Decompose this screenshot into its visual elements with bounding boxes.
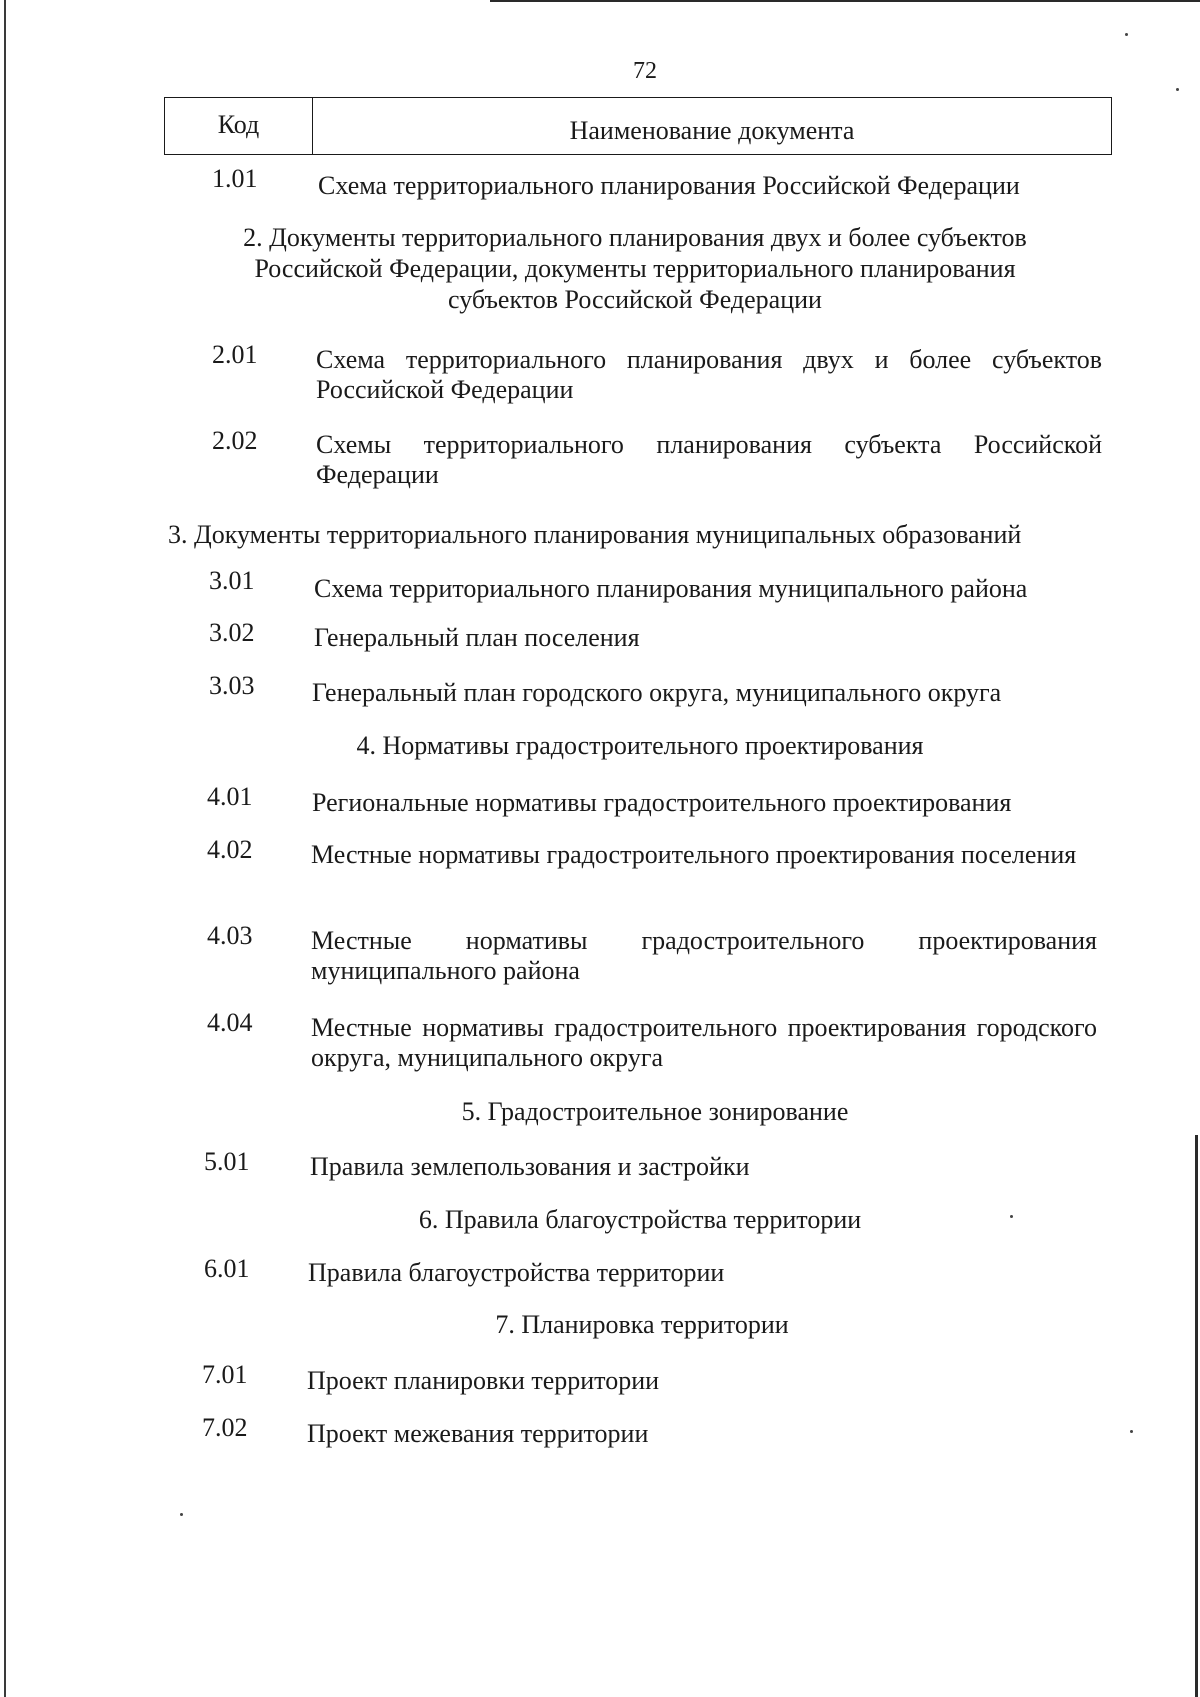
scan-speck xyxy=(180,1513,183,1516)
scan-speck xyxy=(1125,33,1128,36)
scan-edge-left xyxy=(4,0,6,1697)
item-code: 7.02 xyxy=(202,1413,248,1442)
scan-speck xyxy=(1176,88,1179,91)
page-number: 72 xyxy=(633,58,657,84)
item-name: Местные нормативы градостроительного проектирования муниципального района xyxy=(311,926,1097,985)
item-name: Генеральный план городского округа, муниципального округа xyxy=(312,678,1002,707)
section-heading: 4. Нормативы градостроительного проектирования xyxy=(356,731,924,760)
item-name: Схема территориального планирования муниципального района xyxy=(314,574,1028,603)
item-name: Генеральный план поселения xyxy=(314,623,640,652)
section-heading: 2. Документы территориального планирования двух и более субъектов Российской Федерации, документы территориального планирования субъектов Российской Федерации xyxy=(243,223,1027,314)
item-code: 4.01 xyxy=(207,782,253,811)
item-code: 1.01 xyxy=(212,164,258,193)
item-code: 2.01 xyxy=(212,340,258,369)
item-name: Правила землепользования и застройки xyxy=(310,1152,750,1181)
item-code: 4.02 xyxy=(207,835,253,864)
item-name: Схема территориального планирования Российской Федерации xyxy=(318,171,1020,200)
item-name: Проект планировки территории xyxy=(307,1366,660,1395)
section-heading: 5. Градостроительное зонирование xyxy=(461,1097,849,1126)
section-heading: 6. Правила благоустройства территории xyxy=(418,1205,862,1234)
item-code: 4.03 xyxy=(207,921,253,950)
item-code: 6.01 xyxy=(204,1254,250,1283)
item-code: 5.01 xyxy=(204,1147,250,1176)
scan-edge-top xyxy=(490,0,1200,2)
item-name: Проект межевания территории xyxy=(307,1419,649,1448)
item-name: Местные нормативы градостроительного проектирования городского округа, муниципального округа xyxy=(311,1013,1097,1072)
item-code: 7.01 xyxy=(202,1360,248,1389)
item-code: 4.04 xyxy=(207,1008,253,1037)
item-name: Местные нормативы градостроительного проектирования поселения xyxy=(311,840,1077,869)
header-code: Код xyxy=(165,98,313,154)
item-name: Региональные нормативы градостроительного проектирования xyxy=(312,788,1012,817)
header-name: Наименование документа xyxy=(569,116,855,145)
item-name: Схемы территориального планирования субъекта Российской Федерации xyxy=(316,430,1102,489)
scan-edge-right xyxy=(1195,1135,1198,1697)
item-code: 2.02 xyxy=(212,426,258,455)
section-heading: 7. Планировка территории xyxy=(495,1310,789,1339)
section-heading: 3. Документы территориального планирования муниципальных образований xyxy=(168,520,1022,549)
item-name: Правила благоустройства территории xyxy=(308,1258,725,1287)
item-name: Схема территориального планирования двух и более субъектов Российской Федерации xyxy=(316,345,1102,404)
item-code: 3.02 xyxy=(209,618,255,647)
item-code: 3.03 xyxy=(209,671,255,700)
table-header xyxy=(164,97,1112,155)
item-code: 3.01 xyxy=(209,566,255,595)
scan-speck xyxy=(1130,1430,1133,1433)
